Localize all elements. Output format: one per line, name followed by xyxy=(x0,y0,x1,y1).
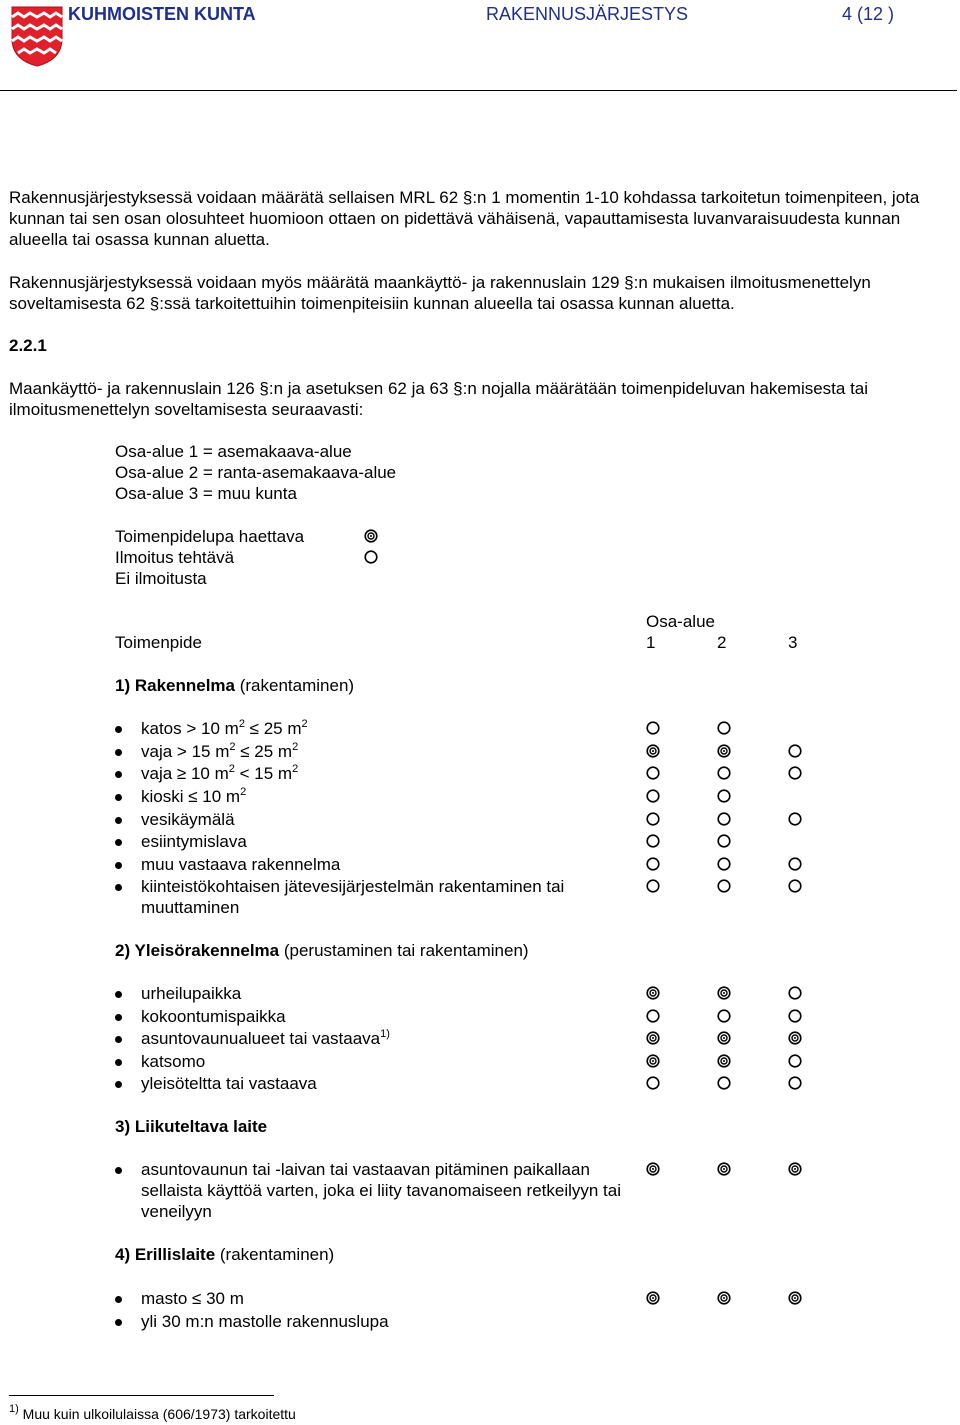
area-definition: Osa-alue 1 = asemakaava-alue xyxy=(115,442,352,461)
section-qualifier: (rakentaminen) xyxy=(215,1245,335,1264)
notification-required-icon xyxy=(717,1009,731,1023)
row-text: ≤ 25 m xyxy=(235,742,293,761)
notification-required-icon xyxy=(788,744,802,758)
notification-required-icon xyxy=(646,812,660,826)
notification-required-icon xyxy=(717,857,731,871)
section-number: 3) xyxy=(115,1117,135,1136)
area-definition: Osa-alue 2 = ranta-asemakaava-alue xyxy=(115,463,397,482)
row-text: ≤ 10 m xyxy=(188,787,241,806)
notification-required-icon xyxy=(646,789,660,803)
area-definition: Osa-alue 3 = muu kunta xyxy=(115,484,297,503)
row-text: esiintymislava xyxy=(141,832,247,851)
notification-required-icon xyxy=(717,1076,731,1090)
bullet-icon xyxy=(115,839,122,846)
notification-required-icon xyxy=(788,1054,802,1068)
notification-required-icon xyxy=(717,766,731,780)
superscript: 2 xyxy=(301,718,308,730)
table-section-heading xyxy=(115,1244,334,1265)
bullet-icon xyxy=(115,1319,122,1326)
table-row-label xyxy=(141,983,641,1004)
superscript: 2 xyxy=(238,718,245,730)
table-row-label xyxy=(141,1288,641,1309)
table-row-label xyxy=(141,1311,641,1332)
table-row-label xyxy=(141,741,641,762)
superscript: 2 xyxy=(292,741,299,753)
superscript: 2 xyxy=(229,741,236,753)
row-text: kioski xyxy=(141,787,189,806)
row-text: yleisöteltta tai vastaava xyxy=(141,1074,317,1093)
permit-required-icon xyxy=(717,1054,731,1068)
table-row-label xyxy=(141,1073,641,1094)
bullet-icon xyxy=(115,726,122,733)
superscript: 2 xyxy=(228,763,235,775)
permit-required-icon xyxy=(717,744,731,758)
notification-required-icon xyxy=(646,1009,660,1023)
section-name: Yleisörakennelma xyxy=(134,941,280,960)
page-number: 4 (12 ) xyxy=(842,4,895,24)
permit-required-icon xyxy=(788,1031,802,1045)
row-text: vaja xyxy=(141,764,177,783)
notification-required-icon xyxy=(646,857,660,871)
bullet-icon xyxy=(115,1036,122,1043)
table-row-label xyxy=(141,786,641,807)
table-column-number: 3 xyxy=(788,633,798,652)
section-qualifier: (perustaminen tai rakentaminen) xyxy=(279,941,529,960)
section-title xyxy=(115,1245,215,1264)
row-text: vesikäymälä xyxy=(141,810,235,829)
permit-required-icon xyxy=(646,986,660,1000)
footnote-divider xyxy=(9,1395,274,1396)
superscript: 2 xyxy=(240,786,247,798)
permit-required-icon xyxy=(646,1291,660,1305)
table-section-heading xyxy=(115,675,354,696)
bullet-icon xyxy=(115,1296,122,1303)
row-text: muu vastaava rakennelma xyxy=(141,855,341,874)
notification-required-icon xyxy=(646,1076,660,1090)
permit-required-icon xyxy=(717,1162,731,1176)
row-text: > 15 m xyxy=(176,742,230,761)
bullet-icon xyxy=(115,749,122,756)
section-number: 1) xyxy=(115,676,135,695)
row-text: urheilupaikka xyxy=(141,984,242,1003)
document-title: RAKENNUSJÄRJESTYS xyxy=(486,4,689,24)
permit-required-icon xyxy=(788,1291,802,1305)
table-section-heading xyxy=(115,1116,267,1137)
legend-label: Toimenpidelupa haettava xyxy=(115,527,305,546)
table-row-label xyxy=(141,1159,641,1222)
row-text: masto xyxy=(141,1289,193,1308)
notification-required-icon xyxy=(788,1076,802,1090)
section-number: 2) xyxy=(115,941,135,960)
notification-required-icon xyxy=(717,789,731,803)
notification-required-icon xyxy=(717,812,731,826)
permit-required-icon xyxy=(717,1031,731,1045)
row-text: yli 30 m:n mastolle rakennuslupa xyxy=(141,1312,389,1331)
table-row-label xyxy=(141,854,641,875)
row-text: asuntovaunualueet tai vastaava xyxy=(141,1029,381,1048)
organization-name: KUHMOISTEN KUNTA xyxy=(68,4,256,24)
header-divider xyxy=(0,90,957,91)
row-text: ≥ 10 m xyxy=(176,764,229,783)
section-title xyxy=(115,676,235,695)
row-text: katos xyxy=(141,719,187,738)
section-title xyxy=(115,1117,267,1136)
notification-required-icon xyxy=(364,550,378,564)
table-row-label xyxy=(141,1028,641,1049)
superscript: 2 xyxy=(292,763,299,775)
bullet-icon xyxy=(115,1081,122,1088)
permit-required-icon xyxy=(717,986,731,1000)
notification-required-icon xyxy=(788,766,802,780)
notification-required-icon xyxy=(788,879,802,893)
superscript: 1) xyxy=(380,1028,390,1040)
bullet-icon xyxy=(115,1059,122,1066)
row-text: < 15 m xyxy=(234,764,293,783)
bullet-icon xyxy=(115,794,122,801)
bullet-icon xyxy=(115,991,122,998)
bullet-icon xyxy=(115,1167,122,1174)
permit-required-icon xyxy=(646,1162,660,1176)
table-column-number: 1 xyxy=(646,633,656,652)
table-row-label xyxy=(141,763,641,784)
row-text: > 10 m xyxy=(186,719,239,738)
notification-required-icon xyxy=(646,721,660,735)
footnote-marker: 1) xyxy=(9,1403,19,1415)
section-name: Rakennelma xyxy=(134,676,236,695)
table-row-label xyxy=(141,1051,641,1072)
intro-paragraph-1: Rakennusjärjestyksessä voidaan määrätä sellaisen MRL 62 §:n 1 momentin 1-10 kohdassa tarkoitetun toimenpiteen, jota kunnan tai sen osan olosuhteet huomioon ottaen on pidettävä vähäisenä, vapauttamisesta luvanvaraisuudesta kunnan alueella tai osassa kunnan aluetta. xyxy=(9,188,920,249)
bullet-icon xyxy=(115,862,122,869)
notification-required-icon xyxy=(646,834,660,848)
legend-label: Ilmoitus tehtävä xyxy=(115,548,235,567)
notification-required-icon xyxy=(646,879,660,893)
table-row-label xyxy=(141,1006,641,1027)
section-number: 4) xyxy=(115,1245,135,1264)
permit-required-icon xyxy=(717,1291,731,1305)
row-text: katsomo xyxy=(141,1052,206,1071)
notification-required-icon xyxy=(717,721,731,735)
section-qualifier: (rakentaminen) xyxy=(235,676,355,695)
table-group-header: Osa-alue xyxy=(646,612,715,631)
municipality-coat-of-arms-logo xyxy=(10,5,64,67)
table-row-label xyxy=(141,876,641,918)
notification-required-icon xyxy=(788,812,802,826)
row-text: ≤ 25 m xyxy=(244,719,302,738)
bullet-icon xyxy=(115,817,122,824)
section-name: Liikuteltava laite xyxy=(134,1117,268,1136)
table-row-label xyxy=(141,831,641,852)
bullet-icon xyxy=(115,884,122,891)
notification-required-icon xyxy=(788,986,802,1000)
table-row-label xyxy=(141,718,641,739)
table-column-header: Toimenpide xyxy=(115,633,202,652)
intro-paragraph-2: Rakennusjärjestyksessä voidaan myös määrätä maankäyttö- ja rakennuslain 129 §:n mukaisen ilmoitusmenettelyn soveltamisesta 62 §:ssä tarkoitettuihin toimenpiteisiin kunnan alueella tai osassa kunnan aluetta. xyxy=(9,273,871,313)
notification-required-icon xyxy=(646,766,660,780)
table-row-label xyxy=(141,809,641,830)
footnote xyxy=(9,1404,296,1425)
bullet-icon xyxy=(115,1014,122,1021)
notification-required-icon xyxy=(717,879,731,893)
row-text: kiinteistökohtaisen jätevesijärjestelmän rakentaminen tai muuttaminen xyxy=(141,877,565,917)
permit-required-icon xyxy=(788,1162,802,1176)
table-column-number: 2 xyxy=(717,633,727,652)
permit-required-icon xyxy=(646,744,660,758)
section-title xyxy=(115,941,279,960)
bullet-icon xyxy=(115,771,122,778)
section-name: Erillislaite xyxy=(134,1245,216,1264)
notification-required-icon xyxy=(788,1009,802,1023)
permit-required-icon xyxy=(364,529,378,543)
row-text: ≤ 30 m xyxy=(192,1289,244,1308)
footnote-text: Muu kuin ulkoilulaissa (606/1973) tarkoitettu xyxy=(22,1406,296,1422)
notification-required-icon xyxy=(788,857,802,871)
table-section-heading xyxy=(115,940,529,961)
permit-required-icon xyxy=(646,1031,660,1045)
permit-required-icon xyxy=(646,1054,660,1068)
section-text: Maankäyttö- ja rakennuslain 126 §:n ja asetuksen 62 ja 63 §:n nojalla määrätään toimenpideluvan hakemisesta tai ilmoitusmenettelyn soveltamisesta seuraavasti: xyxy=(9,379,869,419)
legend-label: Ei ilmoitusta xyxy=(115,569,207,588)
row-text: vaja xyxy=(141,742,177,761)
row-text: asuntovaunun tai -laivan tai vastaavan pitäminen paikallaan sellaista käyttöä varten, joka ei liity tavanomaiseen retkeilyyn tai veneilyyn xyxy=(141,1160,622,1221)
row-text: kokoontumispaikka xyxy=(141,1007,286,1026)
notification-required-icon xyxy=(717,834,731,848)
section-number: 2.2.1 xyxy=(9,336,47,355)
